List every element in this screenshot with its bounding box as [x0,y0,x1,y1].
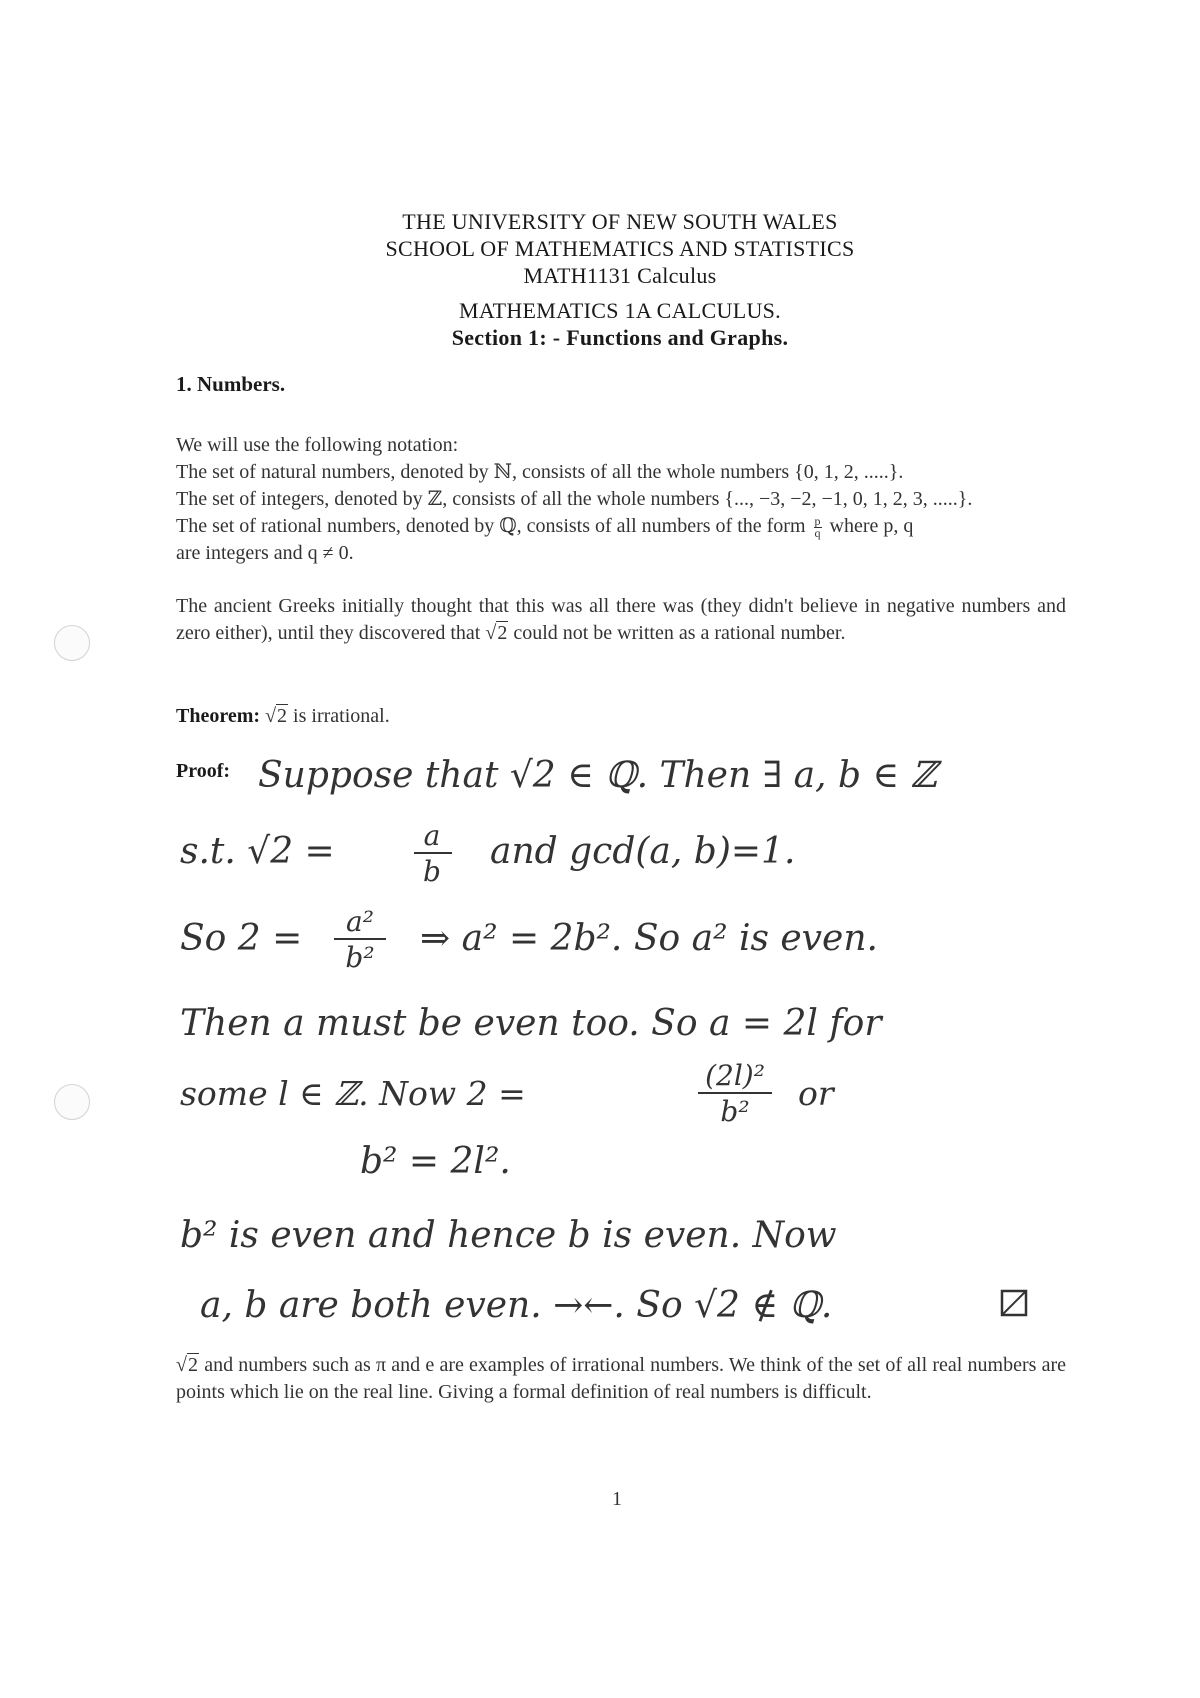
fraction-numerator: a [423,819,441,852]
theorem-text: is irrational. [293,705,390,727]
fraction-numerator: p [814,513,821,528]
sqrt-symbol: √ [485,622,497,644]
qed-box-icon-stroke [1002,1291,1026,1315]
proof-line: Then a must be even too. So a = 2l for [180,1003,882,1044]
p-over-q-fraction [814,513,822,540]
proof-line: some l ∈ ℤ. Now 2 = [180,1074,526,1113]
rationals-text-end: are integers and q ≠ 0. [176,542,354,564]
document-header [0,208,1200,351]
proof-line: ⇒ a² = 2b². So a² is even. [420,918,878,959]
proof-line: So 2 = [180,918,303,959]
proof-line: s.t. √2 = [180,831,335,872]
notation-intro: We will use the following notation: [176,434,459,456]
rationals-text-mid: where p, q [829,515,914,537]
proof-line: or [798,1074,834,1113]
rationals-text: The set of rational numbers, denoted by ℚ, consists of all numbers of the form [176,515,806,537]
proof-line: and gcd(a, b)=1. [490,831,796,872]
page-number: 1 [612,1488,622,1510]
fraction-numerator: (2l)² [705,1059,765,1092]
sqrt-two [485,621,508,644]
sqrt-radicand: 2 [277,705,288,727]
fraction-denominator: b² [345,941,375,974]
real-line-paragraph [176,1352,1066,1406]
subject-title: MATHEMATICS 1A CALCULUS. [459,298,781,323]
handwritten-fraction [698,1059,772,1128]
fraction-denominator: b² [720,1095,750,1128]
sqrt-two [265,704,288,727]
handwritten-proof [170,745,1100,1335]
punch-hole [54,1084,90,1120]
handwritten-fraction [334,905,386,974]
greeks-text-end: could not be written as a rational number. [513,622,846,644]
proof-line: b² is even and hence b is even. Now [180,1215,837,1256]
punch-hole [54,625,90,661]
school-name: SCHOOL OF MATHEMATICS AND STATISTICS [385,236,855,261]
real-line-text: and numbers such as π and e are examples of irrational numbers. We think of the set of all real numbers are points which lie on the real line. Giving a formal definition of real numbers is difficult. [176,1354,1067,1403]
handwritten-fraction [414,819,452,888]
naturals-definition: The set of natural numbers, denoted by ℕ, consists of all the whole numbers {0, 1, 2, .....}. [176,461,904,483]
section-title: 1. Numbers. [176,372,286,396]
sqrt-symbol: √ [265,705,277,727]
proof-line: a, b are both even. →←. So √2 ∉ ℚ. [200,1285,833,1326]
notation-paragraph [176,432,1091,567]
proof-label: Proof: [176,760,231,782]
sqrt-radicand: 2 [497,622,508,644]
theorem-statement [176,703,1091,730]
fraction-numerator: a² [346,905,374,938]
theorem-label: Theorem: [176,705,261,727]
proof-line: Suppose that √2 ∈ ℚ. Then ∃ a, b ∈ ℤ [258,755,937,796]
integers-definition: The set of integers, denoted by ℤ, consists of all the whole numbers {..., −3, −2, −1, 0, 1, 2, 3, .....}. [176,488,973,510]
sqrt-two [176,1353,199,1376]
fraction-denominator: q [814,525,821,540]
proof-line: b² = 2l². [360,1141,511,1182]
university-name: THE UNIVERSITY OF NEW SOUTH WALES [402,209,838,234]
rationals-definition [176,513,1091,567]
greeks-paragraph [176,593,1066,647]
fraction-denominator: b [423,855,441,888]
section-heading: Section 1: - Functions and Graphs. [451,325,789,350]
greeks-text: The ancient Greeks initially thought that this was all there was (they didn't believe in negative numbers and zero either), until they discovered that [176,595,1066,644]
sqrt-symbol: √ [176,1354,187,1376]
course-name: MATH1131 Calculus [523,263,717,288]
sqrt-radicand: 2 [187,1354,198,1376]
